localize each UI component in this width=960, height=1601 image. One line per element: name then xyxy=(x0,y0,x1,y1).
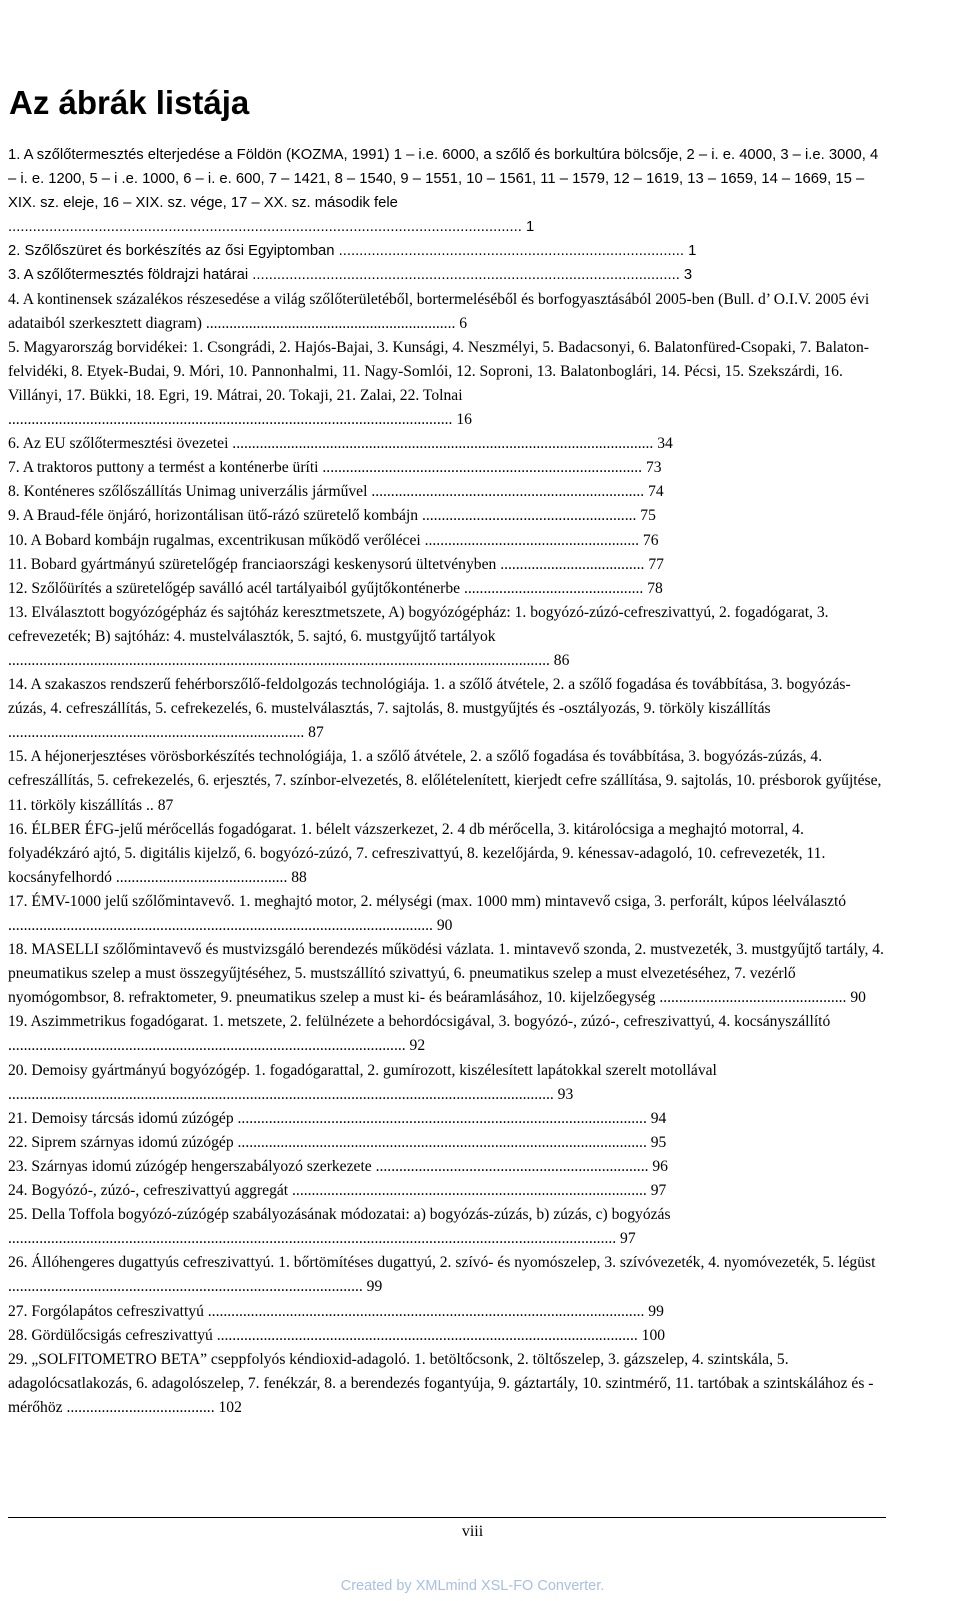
list-item[interactable]: 19. Aszimmetrikus fogadógarat. 1. metszete, 2. felülnézete a behordócsigával, 3. bogyózó-, zúzó-, cefreszivattyú, 4. kocsányszállító ...................................................................................................... 92 xyxy=(8,1013,831,1055)
list-item[interactable]: 1. A szőlőtermesztés elterjedése a Földön (KOZMA, 1991) 1 – i.e. 6000, a szőlő és borkultúra bölcsője, 2 – i. e. 4000, 3 – i.e. 3000, 4 – i. e. 1200, 5 – i .e. 1000, 6 – i. e. 600, 7 – 1421, 8 – 1540, 9 – 1551, 10 – 1561, 11 – 1579, 12 – 1619, 13 – 1659, 14 – 1669, 15 – XIX. sz. eleje, 16 – XIX. sz. vége, 17 – XX. sz. második fele ............................................................................................................................. 1 xyxy=(8,147,879,236)
list-item[interactable]: 23. Szárnyas idomú zúzógép hengerszabályozó szerkezete ...................................................................... 96 xyxy=(8,1157,668,1175)
list-item[interactable]: 10. A Bobard kombájn rugalmas, excentrikusan működő verőlécei ....................................................... 76 xyxy=(8,531,659,549)
list-item[interactable]: 26. Állóhengeres dugattyús cefreszivattyú. 1. bőrtömítéses dugattyú, 2. szívó- és nyomószelep, 3. szívóvezeték, 4. nyomóvezeték, 5. légüst ........................................................................................... 99 xyxy=(8,1254,876,1296)
list-item[interactable]: 2. Szőlőszüret és borkészítés az ősi Egyiptomban .................................................................................... 1 xyxy=(8,243,697,260)
list-item[interactable]: 28. Gördülőcsigás cefreszivattyú ............................................................................................................ 100 xyxy=(8,1326,666,1344)
list-item[interactable]: 16. ÉLBER ÉFG-jelű mérőcellás fogadógarat. 1. bélelt vázszerkezet, 2. 4 db mérőcella, 3. kitárolócsiga a meghajtó motorral, 4. folyadékzáró ajtó, 5. digitális kijelző, 6. bogyózó-zúzó, 7. cefreszivattyú, 8. kezelőjárda, 9. kénessav-adagoló, 10. cefrevezeték, 11. kocsányfelhordó ............................................ 88 xyxy=(8,820,826,886)
list-item[interactable]: 3. A szőlőtermesztés földrajzi határai ........................................................................................................ 3 xyxy=(8,267,693,284)
list-item[interactable]: 8. Konténeres szőlőszállítás Unimag univerzális járművel ...................................................................... 74 xyxy=(8,483,664,501)
list-item[interactable]: 15. A héjonerjesztéses vörösborkészítés technológiája, 1. a szőlő átvétele, 2. a szőlő fogadása és továbbítása, 3. bogyózás-zúzás, 4. cefreszállítás, 5. cefrekezelés, 6. erjesztés, 7. színbor-elvezetés, 8. előlételenített, kierjedt cefre szállítása, 9. sajtolás, 10. présborok gyűjtése, 11. törköly kiszállítás .. 87 xyxy=(8,748,882,814)
list-item[interactable]: 20. Demoisy gyártmányú bogyózógép. 1. fogadógarattal, 2. gumírozott, kiszélesített lapátokkal szerelt motollával ............................................................................................................................................ 93 xyxy=(8,1061,717,1103)
list-item[interactable]: 27. Forgólapátos cefreszivattyú ................................................................................................................ 99 xyxy=(8,1302,664,1320)
list-item[interactable]: 4. A kontinensek százalékos részesedése a világ szőlőterületéből, bortermeléséből és borfogyasztásából 2005-ben (Bull. d’ O.I.V. 2005 évi adataiból szerkesztett diagram) ................................................................ 6 xyxy=(8,290,870,332)
list-item[interactable]: 7. A traktoros puttony a termést a konténerbe üríti .................................................................................. 73 xyxy=(8,459,662,477)
list-item[interactable]: 17. ÉMV-1000 jelű szőlőmintavevő. 1. meghajtó motor, 2. mélységi (max. 1000 mm) mintavevő csiga, 3. perforált, kúpos léelválasztó ............................................................................................................. 90 xyxy=(8,892,847,934)
list-item[interactable]: 12. Szőlőürítés a szüretelőgép saválló acél tartályaiból gyűjtőkonténerbe .............................................. 78 xyxy=(8,579,663,597)
converter-watermark: Created by XMLmind XSL-FO Converter. xyxy=(340,1578,605,1594)
list-item[interactable]: 24. Bogyózó-, zúzó-, cefreszivattyú aggregát ........................................................................................... 97 xyxy=(8,1182,667,1200)
list-item[interactable]: 14. A szakaszos rendszerű fehérborszőlő-feldolgozás technológiája. 1. a szőlő átvétele, 2. a szőlő fogadása és továbbítása, 3. bogyózás-zúzás, 4. cefreszállítás, 5. cefrekezelés, 6. mustelválasztás, 7. sajtolás, 8. mustgyűjtés és -osztályozás, 9. törköly kiszállítás ............................................................................ 87 xyxy=(8,676,851,742)
list-item[interactable]: 29. „SOLFITOMETRO BETA” cseppfolyós kéndioxid-adagoló. 1. betöltőcsonk, 2. töltőszelep, 3. gázszelep, 4. szintskála, 5. adagolócsatlakozás, 6. adagolószelep, 7. fenékzár, 8. a berendezés fogantyúja, 9. gáztartály, 10. szintmérő, 11. tartóbak a szintskálához és -mérőhöz ...................................... 102 xyxy=(8,1350,874,1416)
list-item[interactable]: 6. Az EU szőlőtermesztési övezetei ............................................................................................................ 34 xyxy=(8,435,673,453)
list-item[interactable]: 18. MASELLI szőlőmintavevő és mustvizsgáló berendezés működési vázlata. 1. mintavevő szonda, 2. mustvezeték, 3. mustgyűjtő tartály, 4. pneumatikus szelep a must összegyűjtéséhez, 5. mustszállító szivattyú, 6. pneumatikus szelep a must elvezetéséhez, 7. vezérlő nyomógombsor, 8. refraktometer, 9. pneumatikus szelep a must ki- és beáramlásához, 10. kijelzőegység ................................................ 90 xyxy=(8,941,884,1007)
list-item[interactable]: 21. Demoisy tárcsás idomú zúzógép ......................................................................................................... 94 xyxy=(8,1109,667,1127)
footer-divider xyxy=(8,1517,886,1518)
list-item[interactable]: 13. Elválasztott bogyózógépház és sajtóház keresztmetszete, A) bogyózógépház: 1. bogyózó-zúzó-cefreszivattyú, 2. fogadógarat, 3. cefrevezeték; B) sajtóház: 4. mustelválasztók, 5. sajtó, 6. mustgyűjtő tartályok ........................................................................................................................................... 86 xyxy=(8,603,829,669)
list-item[interactable]: 25. Della Toffola bogyózó-zúzógép szabályozásának módozatai: a) bogyózás-zúzás, b) zúzás, c) bogyózás ............................................................................................................................................................ 97 xyxy=(8,1206,671,1248)
list-item[interactable]: 9. A Braud-féle önjáró, horizontálisan ütő-rázó szüretelő kombájn ....................................................... 75 xyxy=(8,507,656,525)
list-item[interactable]: 22. Siprem szárnyas idomú zúzógép ......................................................................................................... 95 xyxy=(8,1133,667,1151)
list-item[interactable]: 5. Magyarország borvidékei: 1. Csongrádi, 2. Hajós-Bajai, 3. Kunsági, 4. Neszmélyi, 5. Badacsonyi, 6. Balatonfüred-Csopaki, 7. Balaton-felvidéki, 8. Etyek-Budai, 9. Móri, 10. Pannonhalmi, 11. Nagy-Somlói, 12. Soproni, 13. Balatonboglári, 14. Pécsi, 15. Szekszárdi, 16. Villányi, 17. Bükki, 18. Egri, 19. Mátrai, 20. Tokaji, 21. Zalai, 22. Tolnai .................................................................................................................. 16 xyxy=(8,338,869,429)
list-item[interactable]: 11. Bobard gyártmányú szüretelőgép franciaországi keskenysorú ültetvényben ..................................... 77 xyxy=(8,555,664,573)
page-number: viii xyxy=(461,1523,484,1540)
figure-list xyxy=(8,143,886,1420)
page-title: Az ábrák listája xyxy=(9,84,250,121)
